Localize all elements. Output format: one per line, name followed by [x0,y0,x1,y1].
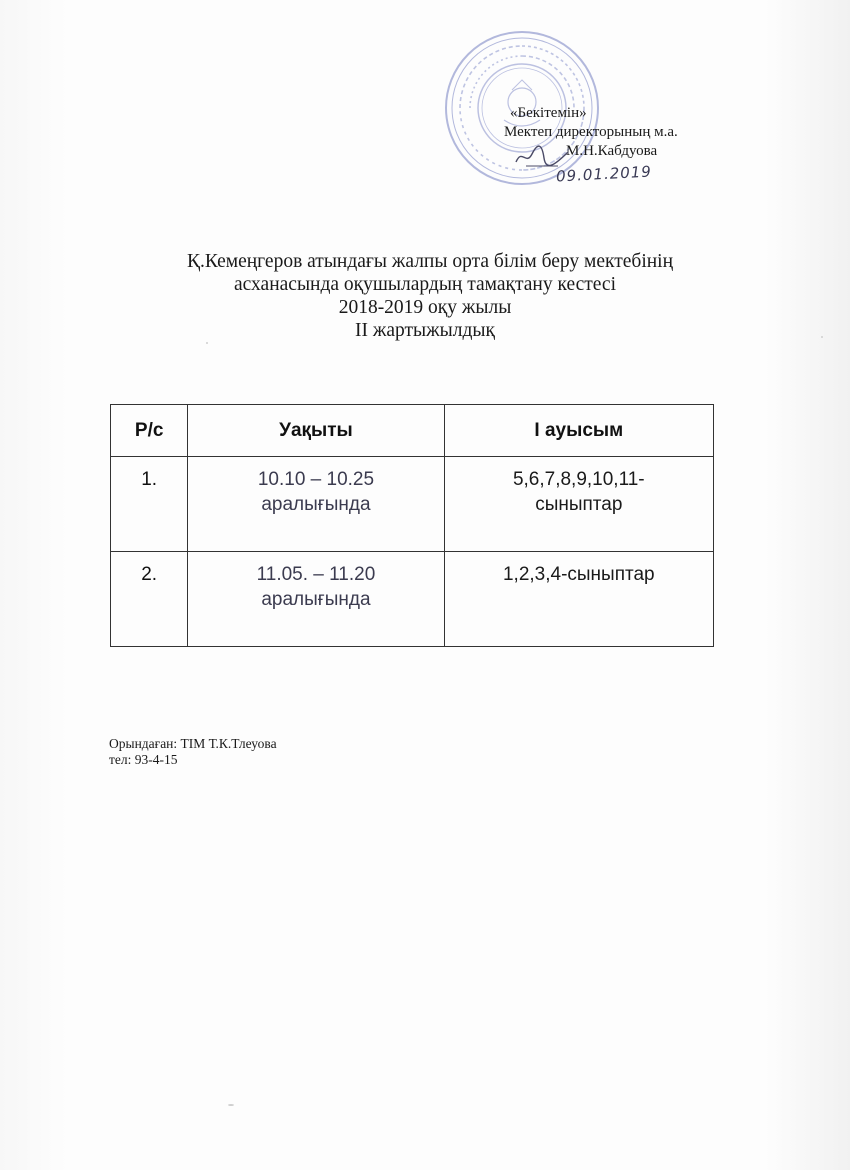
row-time-suffix: аралығында [261,589,371,610]
performer-phone: тел: 93-4-15 [109,752,178,767]
row-classes [444,552,713,647]
title-line-2: асханасында оқушылардың тамақтану кестесі [234,274,616,295]
scan-speck [821,336,823,338]
row-time [188,457,444,552]
row-time-range: 10.10 – 10.25 [257,469,375,490]
row-number: 1. [111,457,188,552]
header-number: Р/с [111,405,188,457]
approved-label: «Бекітемін» [510,105,587,121]
row-classes-suffix: сыныптар [535,494,623,515]
table-row [111,457,714,552]
scan-speck [206,342,208,344]
director-name: М.Н.Кабдуова [566,143,658,159]
row-classes-list: 5,6,7,8,9,10,11- [512,469,645,490]
scan-speck [228,1104,234,1106]
row-number: 2. [111,552,188,647]
document-title [0,250,850,342]
header-time: Уақыты [188,405,444,457]
performer-name: Орындаған: ТІМ Т.К.Тлеуова [109,736,277,751]
row-classes [444,457,713,552]
row-time-suffix: аралығында [261,494,371,515]
meal-schedule-table [110,404,714,647]
header-shift: І ауысым [444,405,713,457]
title-line-1: Қ.Кемеңгеров атындағы жалпы орта білім беру мектебінің [186,251,674,272]
table-row [111,552,714,647]
signature-mark-icon [512,140,572,170]
performer-block [109,736,277,768]
approval-date: 09.01.2019 [555,162,653,186]
row-time [188,552,444,647]
row-time-range: 11.05. – 11.20 [256,564,376,585]
row-classes-list: 1,2,3,4-сыныптар [502,564,655,585]
title-line-3: 2018-2019 оқу жылы [338,297,512,318]
director-position: Мектеп директорының м.а. [504,124,678,140]
table-header-row [111,405,714,457]
title-line-4: ІІ жартыжылдық [355,320,495,341]
